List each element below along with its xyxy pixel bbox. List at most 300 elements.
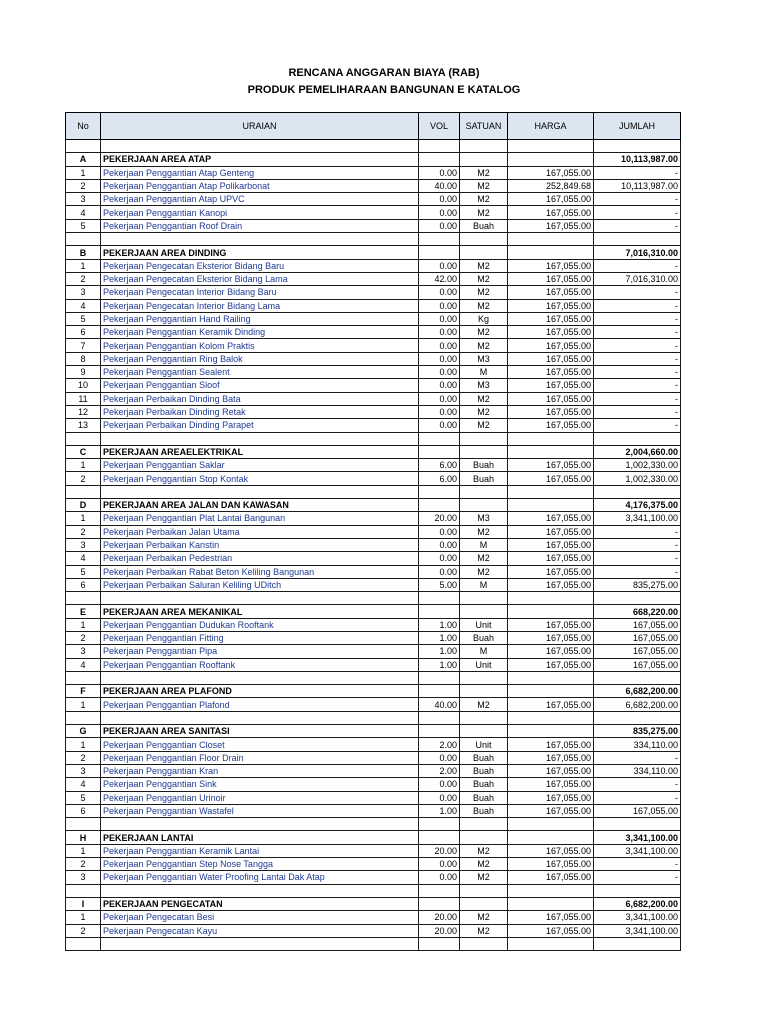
empty-cell xyxy=(508,685,594,698)
item-unit: Unit xyxy=(460,738,508,751)
item-price: 167,055.00 xyxy=(508,578,594,591)
item-price: 167,055.00 xyxy=(508,804,594,817)
item-unit: M2 xyxy=(460,166,508,179)
empty-cell xyxy=(508,711,594,724)
item-no: 3 xyxy=(66,764,101,777)
section-row xyxy=(66,725,681,738)
item-amount: 167,055.00 xyxy=(594,631,681,644)
table-row xyxy=(66,166,681,179)
empty-cell xyxy=(66,884,101,897)
item-no: 2 xyxy=(66,631,101,644)
item-price: 167,055.00 xyxy=(508,844,594,857)
table-row xyxy=(66,366,681,379)
item-amount: - xyxy=(594,525,681,538)
item-no: 3 xyxy=(66,645,101,658)
item-description: Pekerjaan Perbaikan Saluran Keliling UDitch xyxy=(101,578,419,591)
item-description: Pekerjaan Perbaikan Dinding Bata xyxy=(101,392,419,405)
item-unit: M2 xyxy=(460,339,508,352)
empty-cell xyxy=(508,884,594,897)
item-description: Pekerjaan Penggantian Rooftank xyxy=(101,658,419,671)
item-description: Pekerjaan Perbaikan Rabat Beton Keliling Bangunan xyxy=(101,565,419,578)
empty-cell xyxy=(594,432,681,445)
item-description: Pekerjaan Pengecatan Besi xyxy=(101,911,419,924)
item-price: 252,849.68 xyxy=(508,179,594,192)
spacer-row xyxy=(66,485,681,498)
item-unit: M2 xyxy=(460,871,508,884)
item-price: 167,055.00 xyxy=(508,538,594,551)
empty-cell xyxy=(101,485,419,498)
item-no: 6 xyxy=(66,804,101,817)
item-amount: 167,055.00 xyxy=(594,645,681,658)
item-price: 167,055.00 xyxy=(508,764,594,777)
item-volume: 0.00 xyxy=(419,219,460,232)
table-row xyxy=(66,405,681,418)
empty-cell xyxy=(419,897,460,910)
item-no: 3 xyxy=(66,538,101,551)
item-volume: 1.00 xyxy=(419,804,460,817)
empty-cell xyxy=(66,432,101,445)
spacer-row xyxy=(66,671,681,684)
section-total: 835,275.00 xyxy=(594,725,681,738)
item-volume: 0.00 xyxy=(419,858,460,871)
section-total: 6,682,200.00 xyxy=(594,685,681,698)
document-title: RENCANA ANGGARAN BIAYA (RAB) xyxy=(288,67,480,79)
item-description: Pekerjaan Penggantian Ring Balok xyxy=(101,352,419,365)
empty-cell xyxy=(460,246,508,259)
table-row xyxy=(66,858,681,871)
table-row xyxy=(66,392,681,405)
item-no: 4 xyxy=(66,778,101,791)
section-code: G xyxy=(66,725,101,738)
item-no: 3 xyxy=(66,871,101,884)
empty-cell xyxy=(101,592,419,605)
table-row xyxy=(66,339,681,352)
item-volume: 20.00 xyxy=(419,512,460,525)
empty-cell xyxy=(419,432,460,445)
table-row xyxy=(66,525,681,538)
table-row xyxy=(66,924,681,937)
item-amount: - xyxy=(594,286,681,299)
empty-cell xyxy=(508,499,594,512)
empty-cell xyxy=(66,818,101,831)
spacer-row xyxy=(66,711,681,724)
item-description: Pekerjaan Penggantian Keramik Lantai xyxy=(101,844,419,857)
item-amount: - xyxy=(594,259,681,272)
header-jumlah: JUMLAH xyxy=(594,113,681,140)
item-price: 167,055.00 xyxy=(508,459,594,472)
section-name: PEKERJAAN AREA JALAN DAN KAWASAN xyxy=(101,499,419,512)
item-amount: - xyxy=(594,405,681,418)
item-no: 5 xyxy=(66,219,101,232)
empty-cell xyxy=(419,685,460,698)
empty-cell xyxy=(66,937,101,950)
spacer-row xyxy=(66,233,681,246)
empty-cell xyxy=(508,445,594,458)
item-no: 7 xyxy=(66,339,101,352)
item-description: Pekerjaan Penggantian Wastafel xyxy=(101,804,419,817)
item-volume: 6.00 xyxy=(419,459,460,472)
item-unit: M2 xyxy=(460,259,508,272)
section-total: 2,004,660.00 xyxy=(594,445,681,458)
item-unit: M2 xyxy=(460,206,508,219)
item-amount: - xyxy=(594,392,681,405)
item-amount: - xyxy=(594,379,681,392)
item-volume: 0.00 xyxy=(419,565,460,578)
table-row xyxy=(66,259,681,272)
item-volume: 0.00 xyxy=(419,166,460,179)
item-volume: 0.00 xyxy=(419,405,460,418)
section-name: PEKERJAAN AREA ATAP xyxy=(101,153,419,166)
item-volume: 0.00 xyxy=(419,871,460,884)
item-volume: 20.00 xyxy=(419,911,460,924)
item-volume: 2.00 xyxy=(419,764,460,777)
item-unit: M2 xyxy=(460,179,508,192)
item-unit: M2 xyxy=(460,698,508,711)
table-row xyxy=(66,286,681,299)
section-row xyxy=(66,897,681,910)
item-amount: - xyxy=(594,858,681,871)
item-description: Pekerjaan Perbaikan Jalan Utama xyxy=(101,525,419,538)
item-no: 2 xyxy=(66,272,101,285)
table-row xyxy=(66,179,681,192)
item-no: 1 xyxy=(66,618,101,631)
item-unit: Unit xyxy=(460,658,508,671)
item-volume: 42.00 xyxy=(419,272,460,285)
item-price: 167,055.00 xyxy=(508,272,594,285)
table-row xyxy=(66,844,681,857)
item-volume: 1.00 xyxy=(419,645,460,658)
item-price: 167,055.00 xyxy=(508,871,594,884)
item-volume: 6.00 xyxy=(419,472,460,485)
empty-cell xyxy=(66,671,101,684)
table-row xyxy=(66,565,681,578)
empty-cell xyxy=(460,818,508,831)
item-no: 4 xyxy=(66,658,101,671)
item-volume: 0.00 xyxy=(419,791,460,804)
item-amount: - xyxy=(594,166,681,179)
item-no: 1 xyxy=(66,738,101,751)
item-price: 167,055.00 xyxy=(508,259,594,272)
empty-cell xyxy=(460,233,508,246)
item-unit: Buah xyxy=(460,791,508,804)
table-row xyxy=(66,778,681,791)
empty-cell xyxy=(101,884,419,897)
section-code: D xyxy=(66,499,101,512)
table-row xyxy=(66,326,681,339)
item-amount: 167,055.00 xyxy=(594,804,681,817)
empty-cell xyxy=(101,818,419,831)
item-description: Pekerjaan Penggantian Floor Drain xyxy=(101,751,419,764)
empty-cell xyxy=(460,445,508,458)
section-row xyxy=(66,153,681,166)
section-total: 4,176,375.00 xyxy=(594,499,681,512)
table-row xyxy=(66,751,681,764)
item-description: Pekerjaan Penggantian Step Nose Tangga xyxy=(101,858,419,871)
header-satuan: SATUAN xyxy=(460,113,508,140)
empty-cell xyxy=(508,153,594,166)
item-no: 1 xyxy=(66,166,101,179)
empty-cell xyxy=(508,246,594,259)
empty-cell xyxy=(508,140,594,153)
header-vol: VOL xyxy=(419,113,460,140)
item-price: 167,055.00 xyxy=(508,193,594,206)
item-amount: - xyxy=(594,778,681,791)
item-price: 167,055.00 xyxy=(508,658,594,671)
item-price: 167,055.00 xyxy=(508,286,594,299)
item-no: 4 xyxy=(66,299,101,312)
item-amount: 7,016,310.00 xyxy=(594,272,681,285)
empty-cell xyxy=(594,937,681,950)
empty-cell xyxy=(101,671,419,684)
item-no: 13 xyxy=(66,419,101,432)
item-price: 167,055.00 xyxy=(508,419,594,432)
item-amount: 167,055.00 xyxy=(594,658,681,671)
item-description: Pekerjaan Penggantian Water Proofing Lantai Dak Atap xyxy=(101,871,419,884)
item-volume: 40.00 xyxy=(419,698,460,711)
item-volume: 1.00 xyxy=(419,658,460,671)
empty-cell xyxy=(460,897,508,910)
item-amount: - xyxy=(594,791,681,804)
item-volume: 5.00 xyxy=(419,578,460,591)
document-subtitle: PRODUK PEMELIHARAAN BANGUNAN E KATALOG xyxy=(247,84,521,96)
item-price: 167,055.00 xyxy=(508,858,594,871)
section-name: PEKERJAAN AREA MEKANIKAL xyxy=(101,605,419,618)
item-no: 1 xyxy=(66,512,101,525)
section-code: C xyxy=(66,445,101,458)
item-volume: 0.00 xyxy=(419,525,460,538)
empty-cell xyxy=(419,671,460,684)
item-amount: 334,110.00 xyxy=(594,738,681,751)
item-volume: 0.00 xyxy=(419,419,460,432)
item-amount: 1,002,330.00 xyxy=(594,459,681,472)
empty-cell xyxy=(419,140,460,153)
item-amount: 3,341,100.00 xyxy=(594,512,681,525)
section-name: PEKERJAAN PENGECATAN xyxy=(101,897,419,910)
item-no: 1 xyxy=(66,459,101,472)
item-unit: M2 xyxy=(460,552,508,565)
item-volume: 20.00 xyxy=(419,924,460,937)
item-description: Pekerjaan Penggantian Keramik Dinding xyxy=(101,326,419,339)
item-description: Pekerjaan Penggantian Sink xyxy=(101,778,419,791)
empty-cell xyxy=(101,711,419,724)
item-description: Pekerjaan Penggantian Saklar xyxy=(101,459,419,472)
item-no: 3 xyxy=(66,193,101,206)
item-volume: 0.00 xyxy=(419,312,460,325)
item-price: 167,055.00 xyxy=(508,565,594,578)
item-price: 167,055.00 xyxy=(508,219,594,232)
empty-cell xyxy=(419,831,460,844)
section-code: F xyxy=(66,685,101,698)
empty-cell xyxy=(460,671,508,684)
item-unit: M3 xyxy=(460,512,508,525)
section-row xyxy=(66,605,681,618)
item-no: 5 xyxy=(66,312,101,325)
item-description: Pekerjaan Penggantian Roof Drain xyxy=(101,219,419,232)
item-no: 2 xyxy=(66,525,101,538)
section-name: PEKERJAAN AREA PLAFOND xyxy=(101,685,419,698)
item-unit: M xyxy=(460,366,508,379)
item-price: 167,055.00 xyxy=(508,326,594,339)
item-amount: - xyxy=(594,299,681,312)
item-no: 9 xyxy=(66,366,101,379)
item-volume: 0.00 xyxy=(419,538,460,551)
empty-cell xyxy=(508,605,594,618)
section-code: I xyxy=(66,897,101,910)
item-amount: 3,341,100.00 xyxy=(594,911,681,924)
item-volume: 0.00 xyxy=(419,206,460,219)
item-no: 10 xyxy=(66,379,101,392)
item-price: 167,055.00 xyxy=(508,366,594,379)
item-price: 167,055.00 xyxy=(508,525,594,538)
empty-cell xyxy=(460,725,508,738)
table-body xyxy=(66,140,681,951)
item-description: Pekerjaan Penggantian Kanopi xyxy=(101,206,419,219)
table-row xyxy=(66,272,681,285)
item-price: 167,055.00 xyxy=(508,645,594,658)
table-row xyxy=(66,472,681,485)
item-description: Pekerjaan Penggantian Kran xyxy=(101,764,419,777)
item-no: 11 xyxy=(66,392,101,405)
item-volume: 0.00 xyxy=(419,299,460,312)
item-description: Pekerjaan Perbaikan Dinding Retak xyxy=(101,405,419,418)
item-unit: M2 xyxy=(460,286,508,299)
item-volume: 0.00 xyxy=(419,286,460,299)
item-no: 1 xyxy=(66,259,101,272)
item-volume: 2.00 xyxy=(419,738,460,751)
item-unit: M2 xyxy=(460,405,508,418)
empty-cell xyxy=(460,711,508,724)
table-row xyxy=(66,193,681,206)
item-unit: M2 xyxy=(460,525,508,538)
empty-cell xyxy=(594,884,681,897)
empty-cell xyxy=(419,937,460,950)
section-name: PEKERJAAN AREA SANITASI xyxy=(101,725,419,738)
item-no: 3 xyxy=(66,286,101,299)
item-no: 2 xyxy=(66,858,101,871)
item-unit: Buah xyxy=(460,219,508,232)
item-unit: Buah xyxy=(460,459,508,472)
item-price: 167,055.00 xyxy=(508,924,594,937)
empty-cell xyxy=(419,725,460,738)
item-description: Pekerjaan Penggantian Urinoir xyxy=(101,791,419,804)
item-price: 167,055.00 xyxy=(508,791,594,804)
empty-cell xyxy=(66,233,101,246)
item-no: 8 xyxy=(66,352,101,365)
item-volume: 0.00 xyxy=(419,326,460,339)
empty-cell xyxy=(594,671,681,684)
table-row xyxy=(66,512,681,525)
item-unit: M2 xyxy=(460,419,508,432)
empty-cell xyxy=(419,233,460,246)
item-unit: Buah xyxy=(460,764,508,777)
item-amount: - xyxy=(594,419,681,432)
section-total: 3,341,100.00 xyxy=(594,831,681,844)
item-price: 167,055.00 xyxy=(508,738,594,751)
empty-cell xyxy=(419,246,460,259)
item-description: Pekerjaan Penggantian Closet xyxy=(101,738,419,751)
item-volume: 0.00 xyxy=(419,751,460,764)
item-no: 4 xyxy=(66,552,101,565)
item-unit: M3 xyxy=(460,379,508,392)
empty-cell xyxy=(508,671,594,684)
item-amount: - xyxy=(594,312,681,325)
item-price: 167,055.00 xyxy=(508,352,594,365)
item-amount: 167,055.00 xyxy=(594,618,681,631)
item-description: Pekerjaan Pengecatan Kayu xyxy=(101,924,419,937)
spacer-row xyxy=(66,432,681,445)
empty-cell xyxy=(594,233,681,246)
item-amount: - xyxy=(594,206,681,219)
item-description: Pekerjaan Penggantian Hand Railing xyxy=(101,312,419,325)
empty-cell xyxy=(460,499,508,512)
item-unit: M2 xyxy=(460,392,508,405)
table-row xyxy=(66,379,681,392)
item-price: 167,055.00 xyxy=(508,472,594,485)
item-price: 167,055.00 xyxy=(508,631,594,644)
table-row xyxy=(66,871,681,884)
empty-cell xyxy=(594,818,681,831)
item-description: Pekerjaan Penggantian Sealent xyxy=(101,366,419,379)
item-volume: 0.00 xyxy=(419,778,460,791)
item-description: Pekerjaan Penggantian Sloof xyxy=(101,379,419,392)
item-no: 1 xyxy=(66,911,101,924)
empty-cell xyxy=(419,711,460,724)
section-total: 668,220.00 xyxy=(594,605,681,618)
item-volume: 40.00 xyxy=(419,179,460,192)
spacer-row xyxy=(66,818,681,831)
section-total: 10,113,987.00 xyxy=(594,153,681,166)
spacer-row xyxy=(66,884,681,897)
item-no: 12 xyxy=(66,405,101,418)
item-amount: - xyxy=(594,565,681,578)
empty-cell xyxy=(460,831,508,844)
item-unit: M2 xyxy=(460,844,508,857)
item-price: 167,055.00 xyxy=(508,312,594,325)
item-amount: 334,110.00 xyxy=(594,764,681,777)
empty-cell xyxy=(460,153,508,166)
item-amount: - xyxy=(594,538,681,551)
section-row xyxy=(66,445,681,458)
empty-cell xyxy=(460,592,508,605)
item-no: 2 xyxy=(66,179,101,192)
empty-cell xyxy=(419,884,460,897)
item-volume: 1.00 xyxy=(419,618,460,631)
item-volume: 20.00 xyxy=(419,844,460,857)
item-price: 167,055.00 xyxy=(508,698,594,711)
item-description: Pekerjaan Pengecatan Interior Bidang Baru xyxy=(101,286,419,299)
item-unit: Buah xyxy=(460,631,508,644)
item-amount: - xyxy=(594,219,681,232)
empty-cell xyxy=(508,233,594,246)
item-volume: 0.00 xyxy=(419,552,460,565)
item-volume: 1.00 xyxy=(419,631,460,644)
empty-cell xyxy=(101,233,419,246)
item-description: Pekerjaan Pengecatan Interior Bidang Lama xyxy=(101,299,419,312)
empty-cell xyxy=(419,445,460,458)
empty-cell xyxy=(594,485,681,498)
item-no: 2 xyxy=(66,472,101,485)
item-unit: M2 xyxy=(460,326,508,339)
item-unit: M2 xyxy=(460,193,508,206)
table-row xyxy=(66,618,681,631)
item-amount: 1,002,330.00 xyxy=(594,472,681,485)
item-no: 1 xyxy=(66,698,101,711)
item-unit: Buah xyxy=(460,472,508,485)
item-unit: Kg xyxy=(460,312,508,325)
item-price: 167,055.00 xyxy=(508,751,594,764)
table-row xyxy=(66,312,681,325)
item-price: 167,055.00 xyxy=(508,911,594,924)
